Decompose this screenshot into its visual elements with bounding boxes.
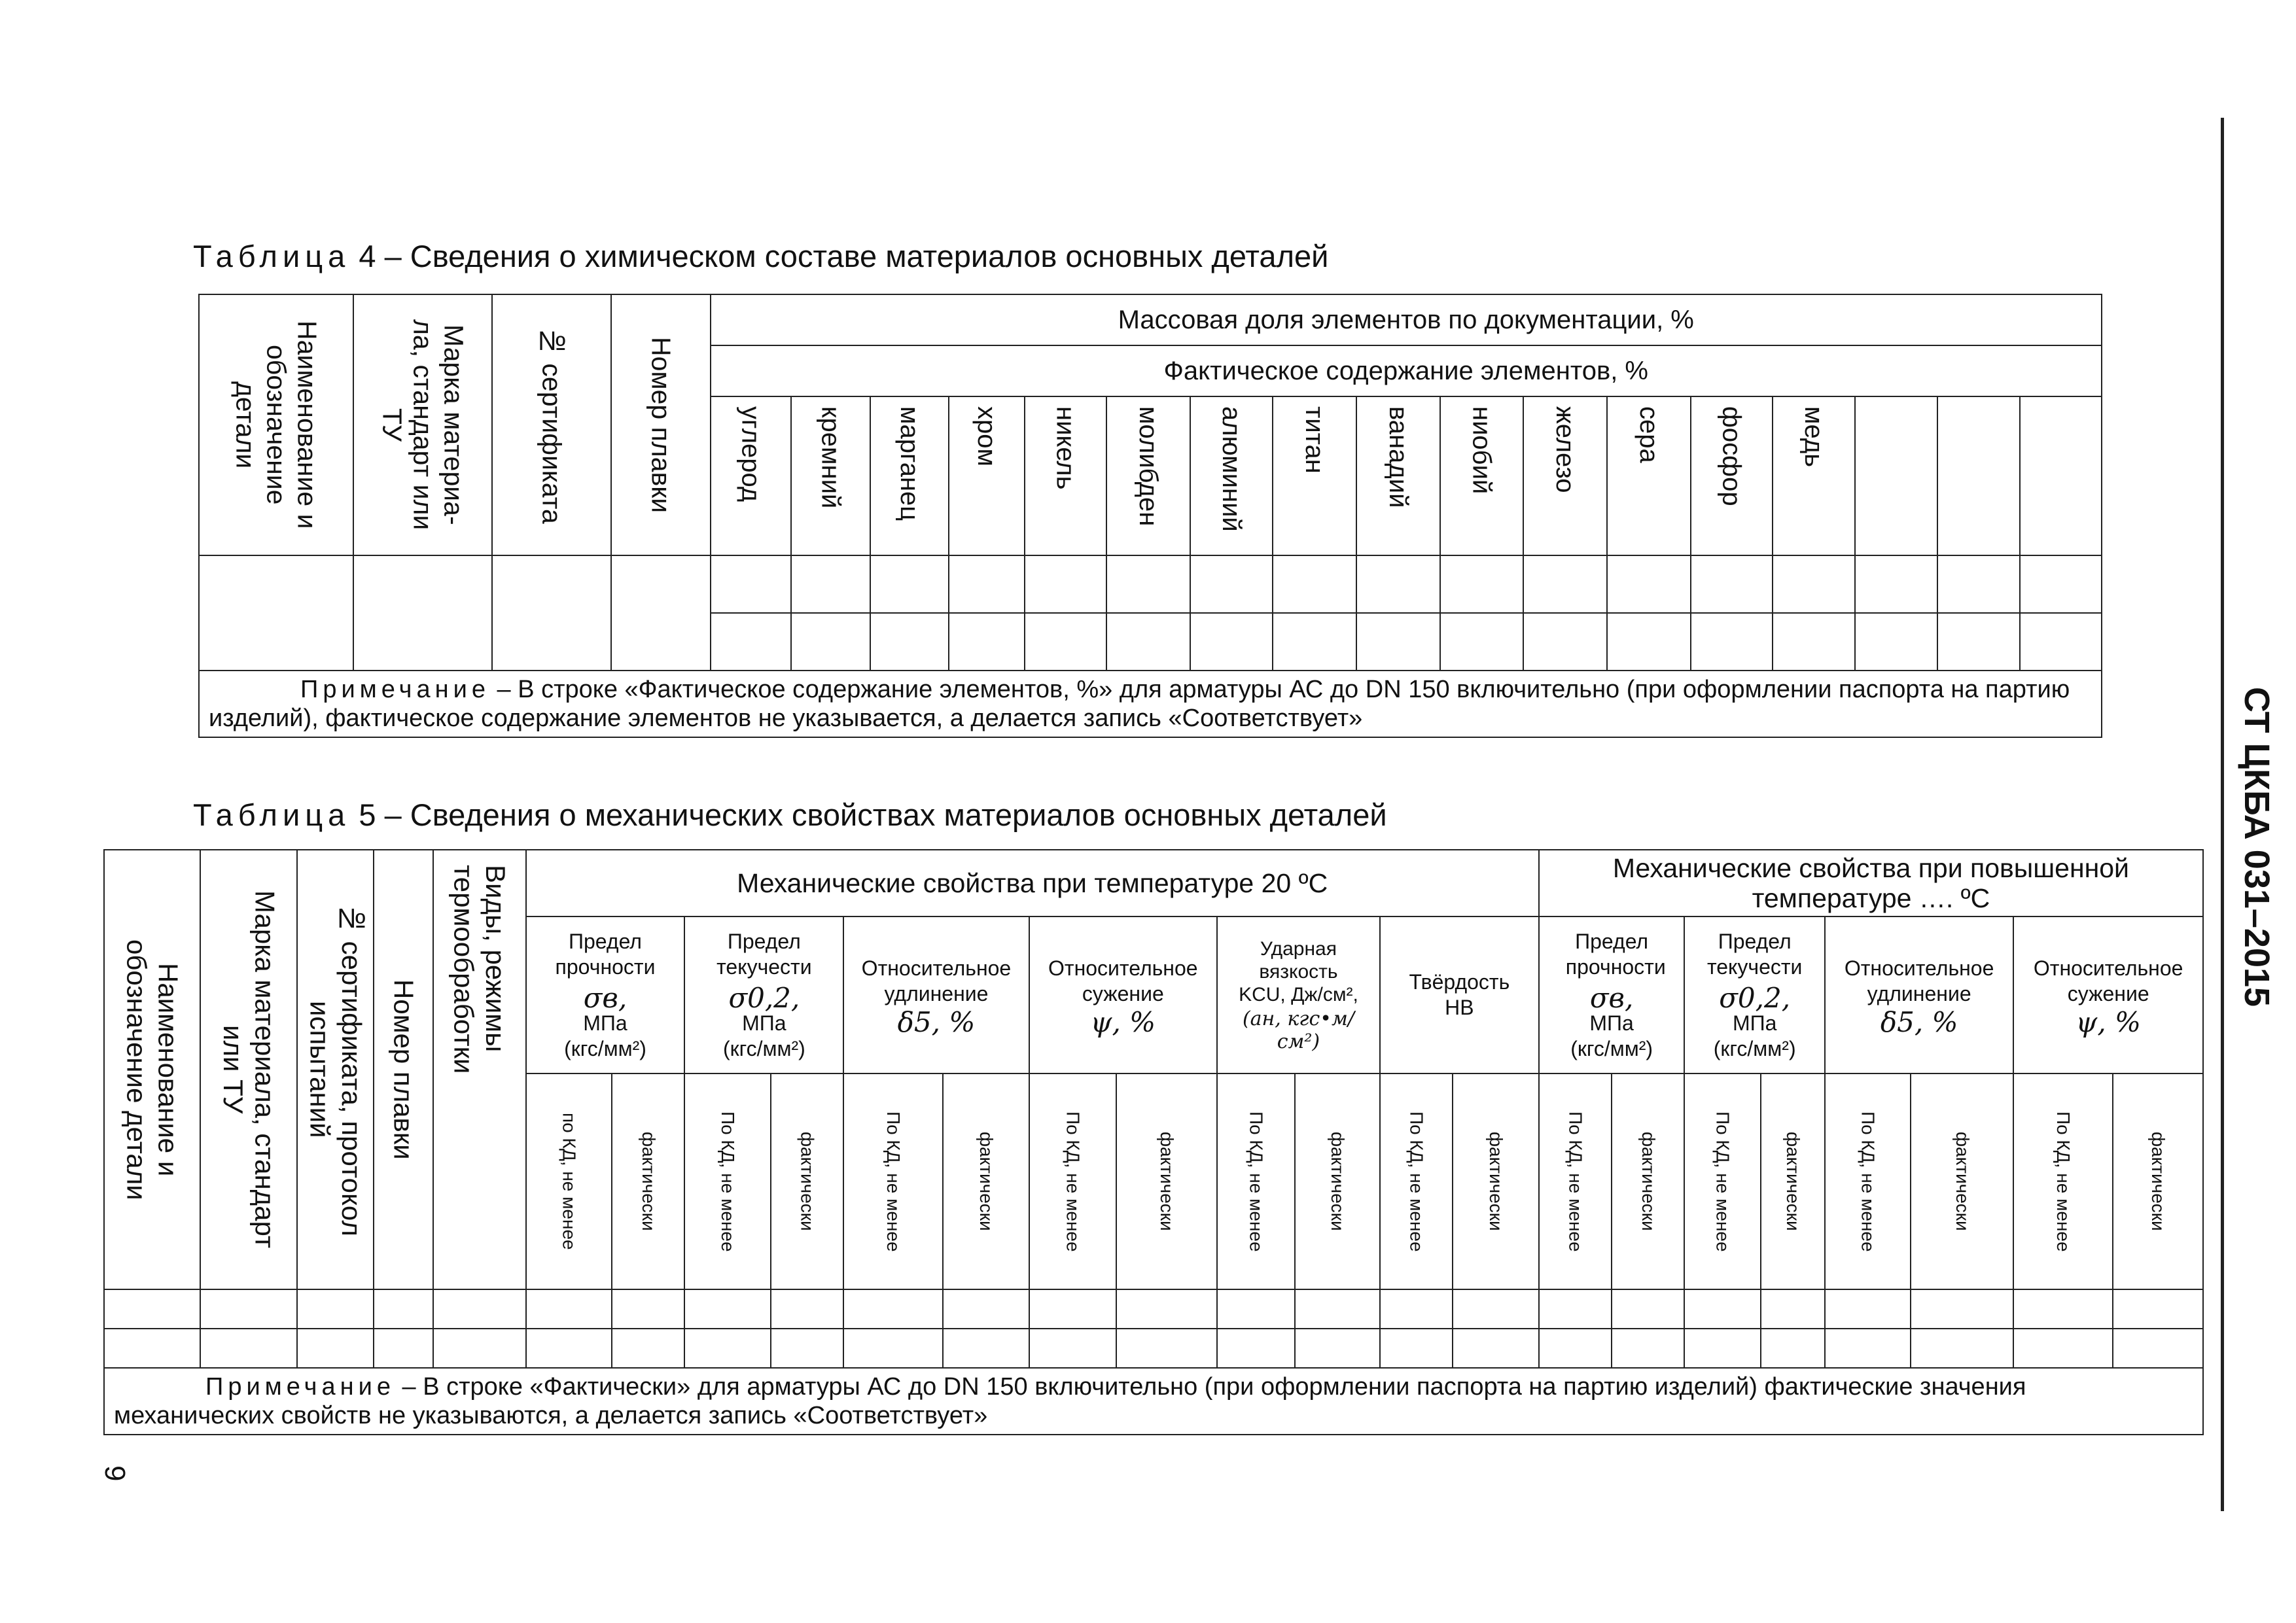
t4-header-grade [353,294,492,555]
t4-header-name [199,294,353,555]
t5-body-cell [433,1329,526,1368]
t5-group-header [684,916,843,1073]
t4-element-header [791,396,870,555]
t5-group-unit: МПа [1732,1011,1777,1035]
t4-element-header [1855,396,1938,555]
t5-body-cell [1684,1289,1760,1329]
t4-element-name: ниобий [1467,406,1496,495]
t5-sub-kd [1684,1073,1760,1289]
t5-sub-kd-text: По КД, не менее [1858,1111,1879,1252]
t5-group-header [2013,916,2203,1073]
t5-sub-kd [1825,1073,1911,1289]
t4-body-cell [791,613,870,671]
t5-sub-kd-text: По КД, не менее [1565,1111,1586,1252]
t5-body-cell [1539,1289,1612,1329]
t4-body-cell [1025,555,1106,613]
t5-body-cell [526,1289,612,1329]
t4-element-name: сера [1634,406,1663,463]
t5-sub-fact-text: фактически [638,1132,659,1231]
t4-element-name: титан [1300,406,1330,474]
t5-group-header [1539,916,1685,1073]
t4-element-header [1356,396,1440,555]
t5-header-melt-text: Номер плавки [388,979,419,1160]
t4-element-name: железо [1551,406,1580,493]
table4-caption-num: 4 [359,239,376,273]
t5-note-label: Примечание [205,1373,395,1401]
t5-sub-fact [943,1073,1029,1289]
t5-group-header [1217,916,1380,1073]
t4-body-cell [611,555,710,671]
t4-body-cell [1106,555,1190,613]
t5-sub-kd-text: по КД, не менее [559,1113,580,1250]
t5-group-symbol: ψ, % [1090,1005,1156,1038]
t4-element-name: никель [1051,406,1080,490]
t4-body-cell [1523,613,1607,671]
t4-body-cell [791,555,870,613]
t5-body-cell [684,1289,771,1329]
table4-caption-prefix: Таблица [193,239,351,273]
t5-body-cell [1116,1329,1217,1368]
t5-body-cell [1453,1289,1539,1329]
t5-header-name [104,850,200,1289]
table5 [103,849,2204,1435]
t5-group-symbol: (ан, кгс•м/см²) [1242,1007,1354,1053]
table4 [198,294,2102,738]
table5-caption-text: – Сведения о механических свойствах материалов основных деталей [384,797,1387,832]
t4-body-cell [1356,613,1440,671]
t5-body-cell [684,1329,771,1368]
t5-body-cell [104,1329,200,1368]
t4-element-name: фосфор [1717,406,1746,506]
t5-group-title: Ударная вязкость KCU, Дж/см², [1239,937,1358,1005]
t5-body-cell [943,1329,1029,1368]
t4-body-cell [1855,613,1938,671]
t4-element-name: кремний [816,406,845,509]
t5-body-cell [433,1289,526,1329]
t5-group-header [526,916,685,1073]
t4-element-header [1025,396,1106,555]
t5-sub-kd-text: По КД, не менее [1063,1111,1084,1252]
t5-group-title: Предел текучести [1706,929,1803,979]
t5-body-cell [943,1289,1029,1329]
t5-sub-fact-text: фактически [1486,1132,1507,1231]
t5-group-header [1684,916,1825,1073]
t4-body-cell [492,555,611,671]
table5-caption-num: 5 [359,797,376,832]
t5-sub-kd-text: По КД, не менее [1712,1111,1733,1252]
t5-sub-kd [2013,1073,2113,1289]
t4-body-cell [1440,555,1524,613]
t4-element-header [1691,396,1773,555]
t5-body-cell [200,1329,298,1368]
t4-body-cell [1273,613,1356,671]
t4-header-melt-text: Номер плавки [646,336,677,514]
t5-header-mech-high: Механические свойства при повышенной температуре …. ºС [1539,850,2203,916]
t5-group-unit: МПа [583,1011,627,1035]
t4-body-cell [1523,555,1607,613]
t5-body-cell [374,1289,433,1329]
t5-sub-fact [612,1073,684,1289]
t5-sub-kd-text: По КД, не менее [1406,1111,1427,1252]
t5-sub-fact-text: фактически [1638,1132,1659,1231]
t4-body-cell [1937,613,2020,671]
t5-sub-kd [526,1073,612,1289]
t5-body-cell [2113,1289,2203,1329]
t5-header-mech20: Механические свойства при температуре 20 ºС [526,850,1539,916]
t5-group-title: Предел текучести [716,929,812,979]
t5-group-unit2: (кгс/мм²) [1713,1036,1796,1060]
t4-body-cell [870,613,949,671]
t5-body-cell [1116,1289,1217,1329]
t4-body-cell [711,555,792,613]
t4-body-cell [949,555,1025,613]
t5-header-cert [297,850,373,1289]
t5-sub-fact [2113,1073,2203,1289]
t5-sub-fact [1116,1073,1217,1289]
t4-header-cert [492,294,611,555]
t5-sub-fact-text: фактически [1157,1132,1178,1231]
t5-group-symbol: ψ, % [2075,1005,2141,1038]
t5-sub-kd-text: По КД, не менее [718,1111,739,1252]
t5-sub-fact-text: фактически [1952,1132,1973,1231]
t5-body-cell [2013,1329,2113,1368]
t5-group-title: Относительное удлинение [861,956,1012,1005]
t5-body-cell [2013,1289,2113,1329]
t5-body-cell [1217,1289,1295,1329]
t5-body-cell [1911,1329,2013,1368]
t5-body-cell [1612,1329,1684,1368]
t5-body-cell [843,1289,943,1329]
t5-header-grade [200,850,298,1289]
table4-caption-text: – Сведения о химическом составе материалов основных деталей [384,239,1329,273]
t5-body-cell [297,1329,373,1368]
t5-group-title: Относительное сужение [1048,956,1198,1005]
t5-group-header [1380,916,1539,1073]
t4-body-cell [1106,613,1190,671]
t5-body-cell [104,1289,200,1329]
t4-element-header [2020,396,2102,555]
t4-element-name: ванадий [1383,406,1413,508]
t5-header-grade-text: Марка материала, стандарт или ТУ [218,890,281,1249]
t5-sub-kd [684,1073,771,1289]
t4-body-cell [1190,555,1273,613]
t5-group-title: Предел прочности [555,929,656,979]
t5-body-cell [297,1289,373,1329]
t4-body-cell [2020,613,2102,671]
t5-sub-fact [1612,1073,1684,1289]
t5-group-header [1029,916,1217,1073]
t5-header-heat [433,850,526,1289]
t5-body-cell [1029,1289,1117,1329]
t5-body-cell [1539,1329,1612,1368]
t4-body-cell [870,555,949,613]
t5-group-symbol: σ0,2, [728,981,800,1014]
t4-body-cell [1356,555,1440,613]
t4-body-cell [1855,555,1938,613]
margin-rule [2221,118,2224,1511]
t5-sub-fact [1911,1073,2013,1289]
t4-header-melt [611,294,710,555]
t5-group-unit: МПа [742,1011,786,1035]
t5-sub-fact-text: фактически [2148,1132,2169,1231]
t4-element-header [1106,396,1190,555]
t5-sub-kd [1380,1073,1453,1289]
t5-sub-kd [843,1073,943,1289]
t5-group-symbol: σв, [1589,981,1634,1014]
t4-note [199,671,2102,737]
t5-body-cell [1825,1329,1911,1368]
t4-body-cell [1773,613,1855,671]
t4-element-name: медь [1799,406,1829,468]
t4-element-header [1773,396,1855,555]
t5-body-cell [1761,1289,1825,1329]
t4-element-header [711,396,792,555]
t5-header-melt [374,850,433,1289]
t4-body-cell [711,613,792,671]
t5-sub-fact [1295,1073,1380,1289]
t5-body-cell [526,1329,612,1368]
t5-body-cell [771,1329,843,1368]
t5-body-cell [612,1329,684,1368]
t4-body-cell [1691,555,1773,613]
t5-body-cell [1612,1289,1684,1329]
t4-body-cell [949,613,1025,671]
t5-sub-kd [1539,1073,1612,1289]
t4-body-cell [1607,613,1691,671]
t5-body-cell [1761,1329,1825,1368]
t4-header-mass-share: Массовая доля элементов по документации, % [711,294,2102,345]
t4-body-cell [1025,613,1106,671]
t5-sub-fact-text: фактически [976,1132,997,1231]
t4-element-header [1190,396,1273,555]
t4-header-grade-text: Марка материа-ла, стандарт или ТУ [377,319,469,531]
t4-note-label: Примечание [300,676,490,703]
t4-header-name-text: Наименование и обозначение детали [230,321,323,529]
t5-body-cell [2113,1329,2203,1368]
document-code: СТ ЦКБА 031–2015 [2237,687,2276,1007]
t4-body-cell [1773,555,1855,613]
t5-body-cell [1380,1289,1453,1329]
t4-element-name: марганец [894,406,924,521]
t4-header-cert-text: № сертификата [537,326,567,524]
t5-group-symbol: δ5, % [1880,1005,1958,1038]
table4-caption [193,241,1328,271]
t5-group-title: Твёрдость НВ [1409,970,1510,1019]
t4-element-header [1937,396,2020,555]
t4-note-text: – В строке «Фактическое содержание элементов, %» для арматуры АС до DN 150 включительно (при оформлении паспорта на партию изделий), фактическое содержание элементов не указывается, а делается запись «Соответствует» [209,676,2070,732]
t5-body-cell [1684,1329,1760,1368]
t4-element-header [870,396,949,555]
t4-body-cell [1440,613,1524,671]
t5-note [104,1368,2203,1435]
t5-sub-fact [1453,1073,1539,1289]
t5-group-symbol: σ0,2, [1719,981,1791,1014]
t4-body-cell [1691,613,1773,671]
t5-sub-kd [1217,1073,1295,1289]
t5-body-cell [771,1289,843,1329]
t5-group-unit2: (кгс/мм²) [722,1036,805,1060]
t5-sub-kd-text: По КД, не менее [1246,1111,1267,1252]
t5-body-cell [1911,1289,2013,1329]
table5-caption-prefix: Таблица [193,797,351,832]
t4-body-cell [2020,555,2102,613]
t4-body-cell [1190,613,1273,671]
t5-body-cell [1217,1329,1295,1368]
t5-body-cell [843,1329,943,1368]
t4-element-header [949,396,1025,555]
t4-body-cell [353,555,492,671]
t5-body-cell [1825,1289,1911,1329]
t5-sub-kd [1029,1073,1117,1289]
t5-header-cert-text: № сертификата, протокол испытаний [304,903,367,1236]
t5-sub-kd-text: По КД, не менее [883,1111,904,1252]
t4-element-header [1440,396,1524,555]
t4-body-cell [1607,555,1691,613]
t4-element-name: углерод [736,406,766,502]
t5-body-cell [1029,1329,1117,1368]
t4-element-name: алюминий [1216,406,1246,532]
t5-group-unit2: (кгс/мм²) [1570,1036,1653,1060]
t4-element-name: молибден [1133,406,1163,527]
t5-sub-fact [1761,1073,1825,1289]
t4-header-actual: Фактическое содержание элементов, % [711,345,2102,396]
t5-group-title: Предел прочности [1565,929,1666,979]
t5-group-unit2: (кгс/мм²) [564,1036,646,1060]
t4-body-cell [1273,555,1356,613]
t5-group-title: Относительное сужение [2033,956,2183,1005]
t5-body-cell [1453,1329,1539,1368]
t5-header-name-text: Наименование и обозначение детали [121,939,184,1200]
t4-element-header [1523,396,1607,555]
t4-element-header [1273,396,1356,555]
t5-group-header [1825,916,2013,1073]
t5-body-cell [1295,1289,1380,1329]
t5-body-cell [374,1329,433,1368]
t5-group-symbol: σв, [583,981,627,1014]
t5-body-cell [200,1289,298,1329]
table5-caption [193,799,1387,830]
t4-body-cell [1937,555,2020,613]
t5-group-title: Относительное удлинение [1844,956,1994,1005]
t5-body-cell [1380,1329,1453,1368]
t5-sub-fact-text: фактически [1782,1132,1803,1231]
t5-sub-fact [771,1073,843,1289]
page-number: 9 [99,1465,131,1482]
t5-sub-fact-text: фактически [797,1132,818,1231]
t5-group-unit: МПа [1589,1011,1634,1035]
t5-group-symbol: δ5, % [897,1005,976,1038]
t5-sub-kd-text: По КД, не менее [2053,1111,2074,1252]
t5-body-cell [612,1289,684,1329]
t5-note-text: – В строке «Фактически» для арматуры АС до DN 150 включительно (при оформлении паспорта на партию изделий) фактические значения механических свойств не указываются, а делается запись «Соответствует» [114,1373,2026,1429]
t4-element-name: хром [972,406,1002,466]
t5-group-header [843,916,1029,1073]
t5-sub-fact-text: фактически [1328,1132,1349,1231]
t5-body-cell [1295,1329,1380,1368]
t5-header-heat-text: Виды, режимы термообработки [448,865,512,1074]
t4-body-cell [199,555,353,671]
t4-element-header [1607,396,1691,555]
